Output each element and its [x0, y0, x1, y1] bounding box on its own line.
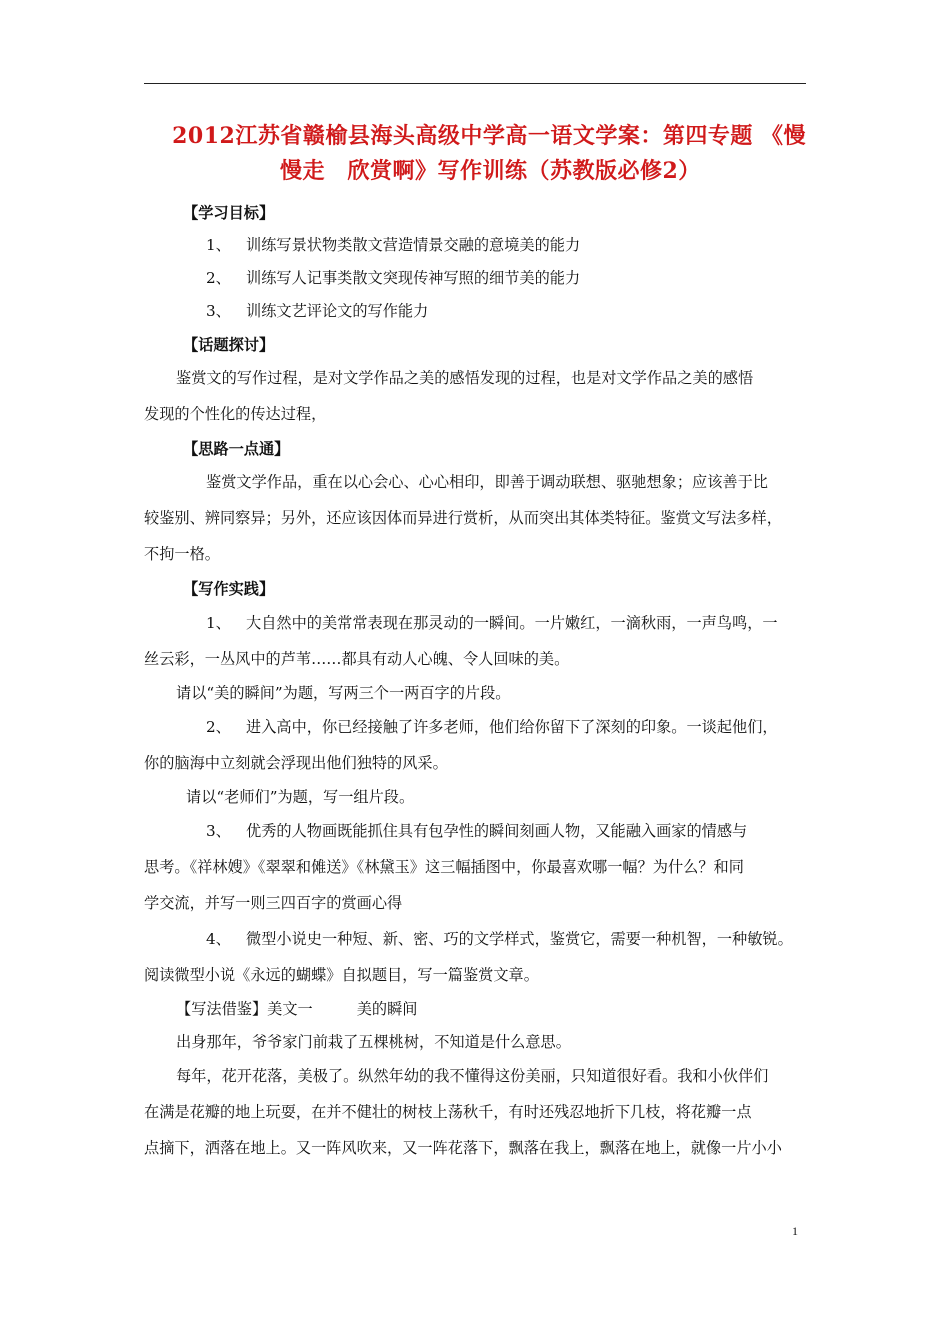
- goal-item: 3、 训练文艺评论文的写作能力: [206, 302, 429, 320]
- page-number: 1: [792, 1224, 798, 1238]
- practice-item-3: 3、 优秀的人物画既能抓住具有包孕性的瞬间刻画人物，又能融入画家的情感与: [206, 822, 748, 840]
- idea-paragraph-line: 不拘一格。: [144, 545, 220, 563]
- document-title-line-1: 2012江苏省赣榆县海头高级中学高一语文学案：第四专题 《慢: [172, 123, 806, 149]
- essay-title: 美的瞬间: [356, 1000, 418, 1018]
- idea-paragraph-line: 较鉴别、辨同察异；另外，还应该因体而异进行赏析，从而突出其体类特征。鉴赏文写法多样，: [144, 509, 782, 527]
- document-title-line-2: 慢走 欣赏啊》写作训练（苏教版必修2）: [280, 158, 701, 184]
- section-heading-goals: 【学习目标】: [183, 204, 275, 222]
- essay-line: 点摘下，洒落在地上。又一阵风吹来，又一阵花落下，飘落在我上，飘落在地上，就像一片小小: [144, 1139, 782, 1157]
- practice-item-1-line: 丝云彩，一丛风中的芦苇……都具有动人心魄、令人回味的美。: [144, 650, 570, 668]
- goal-item: 2、 训练写人记事类散文突现传神写照的细节美的能力: [206, 269, 581, 287]
- section-heading-practice: 【写作实践】: [183, 580, 275, 598]
- practice-item-2-prompt: 请以“老师们”为题，写一组片段。: [186, 788, 415, 806]
- essay-line: 出身那年，爷爷家门前栽了五棵桃树，不知道是什么意思。: [176, 1033, 571, 1051]
- idea-paragraph-line: 鉴赏文学作品，重在以心会心、心心相印，即善于调动联想、驱驰想象；应该善于比: [206, 473, 768, 491]
- section-heading-idea: 【思路一点通】: [183, 440, 290, 458]
- practice-item-1: 1、 大自然中的美常常表现在那灵动的一瞬间。一片嫩红，一滴秋雨，一声鸟鸣，一: [206, 614, 778, 632]
- practice-item-2: 2、 进入高中，你已经接触了许多老师，他们给你留下了深刻的印象。一谈起他们，: [206, 718, 778, 736]
- header-rule: [144, 83, 806, 84]
- essay-line: 在满是花瓣的地上玩耍，在并不健壮的树枝上荡秋千，有时还残忍地折下几枝，将花瓣一点: [144, 1103, 752, 1121]
- section-heading-model: [176, 999, 417, 1019]
- essay-line: 每年，花开花落，美极了。纵然年幼的我不懂得这份美丽，只知道很好看。我和小伙伴们: [176, 1067, 769, 1085]
- model-heading: 【写法借鉴】美文一: [176, 1000, 313, 1018]
- practice-item-3-line: 学交流，并写一则三四百字的赏画心得: [144, 894, 403, 912]
- practice-item-4-line: 阅读微型小说《永远的蝴蝶》自拟题目，写一篇鉴赏文章。: [144, 966, 539, 984]
- topic-paragraph-line: 发现的个性化的传达过程，: [144, 405, 327, 423]
- practice-item-3-line: 思考。《祥林嫂》《翠翠和傩送》《林黛玉》这三幅插图中，你最喜欢哪一幅？为什么？和同: [144, 858, 744, 876]
- goal-item: 1、 训练写景状物类散文营造情景交融的意境美的能力: [206, 236, 581, 254]
- practice-item-4: 4、 微型小说史一种短、新、密、巧的文学样式，鉴赏它，需要一种机智，一种敏锐。: [206, 930, 793, 948]
- section-heading-topic: 【话题探讨】: [183, 336, 275, 354]
- topic-paragraph-line: 鉴赏文的写作过程，是对文学作品之美的感悟发现的过程，也是对文学作品之美的感悟: [176, 369, 754, 387]
- practice-item-1-prompt: 请以“美的瞬间”为题，写两三个一两百字的片段。: [176, 684, 511, 702]
- practice-item-2-line: 你的脑海中立刻就会浮现出他们独特的风采。: [144, 754, 448, 772]
